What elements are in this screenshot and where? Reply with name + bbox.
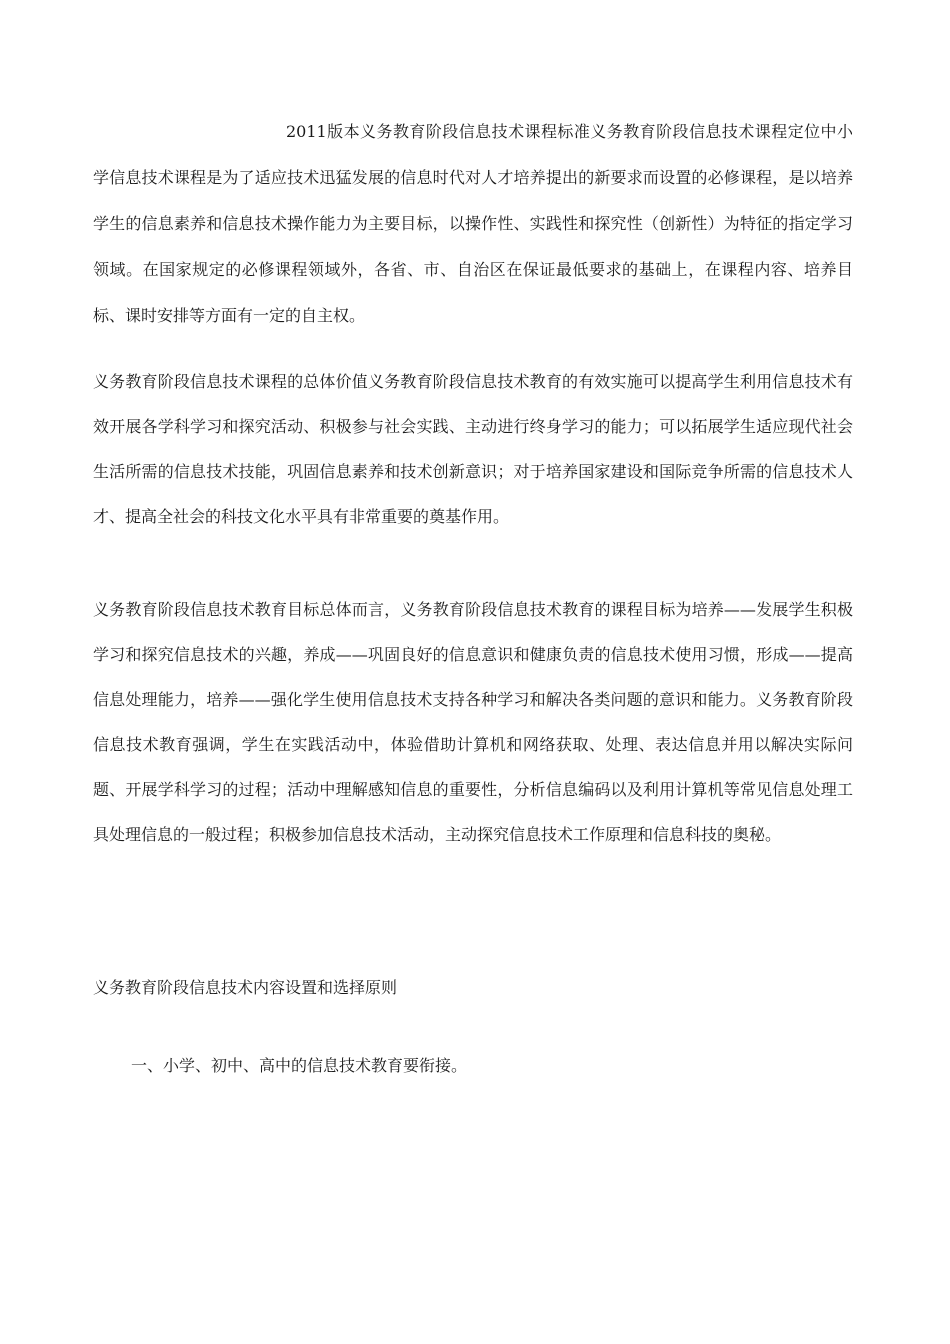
paragraph-overall-value: 义务教育阶段信息技术课程的总体价值义务教育阶段信息技术教育的有效实施可以提高学生利用信息技术有效开展各学科学习和探究活动、积极参与社会实践、主动进行终身学习的能力；可以拓展学生适应现代社会生活所需的信息技术技能，巩固信息素养和技术创新意识；对于培养国家建设和国际竞争所需的信息技术人才、提高全社会的科技文化水平具有非常重要的奠基作用。 [93, 372, 853, 526]
paragraph-course-positioning: 2011版本义务教育阶段信息技术课程标准义务教育阶段信息技术课程定位中小学信息技术课程是为了适应技术迅猛发展的信息时代对人才培养提出的新要求而设置的必修课程，是以培养学生的信息素养和信息技术操作能力为主要目标，以操作性、实践性和探究性（创新性）为特征的指定学习领域。在国家规定的必修课程领域外，各省、市、自治区在保证最低要求的基础上，在课程内容、培养目标、课时安排等方面有一定的自主权。 [93, 122, 853, 325]
section-heading-content-principles: 义务教育阶段信息技术内容设置和选择原则 [93, 978, 398, 997]
paragraph-education-goals: 义务教育阶段信息技术教育目标总体而言，义务教育阶段信息技术教育的课程目标为培养——发展学生积极学习和探究信息技术的兴趣，养成——巩固良好的信息意识和健康负责的信息技术使用习惯，形成——提高信息处理能力，培养——强化学生使用信息技术支持各种学习和解决各类问题的意识和能力。义务教育阶段信息技术教育强调，学生在实践活动中，体验借助计算机和网络获取、处理、表达信息并用以解决实际问题、开展学科学习的过程；活动中理解感知信息的重要性，分析信息编码以及利用计算机等常见信息处理工具处理信息的一般过程；积极参加信息技术活动，主动探究信息技术工作原理和信息科技的奥秘。 [93, 600, 853, 844]
list-item-principle-one: 一、小学、初中、高中的信息技术教育要衔接。 [131, 1056, 468, 1075]
